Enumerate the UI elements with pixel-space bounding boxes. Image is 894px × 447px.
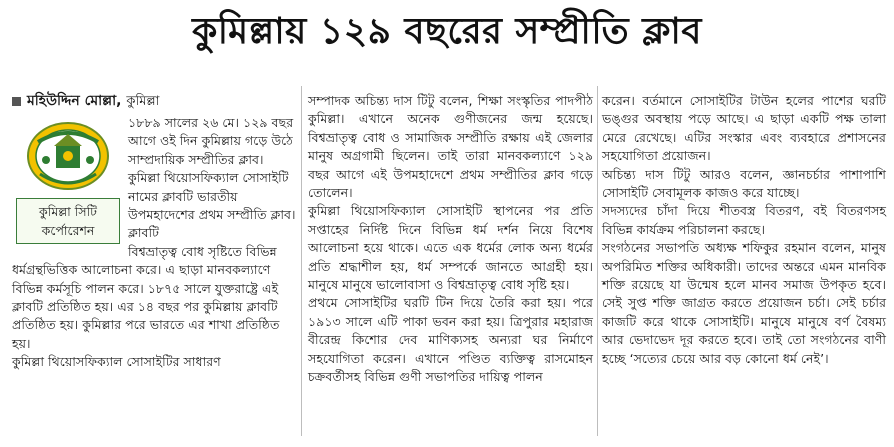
col3-paragraph-4: সংগঠনের সভাপতি অধ্যক্ষ শফিকুর রহমান বলেন, মানুষ অপরিমিত শক্তির অধিকারী। তাদের অন্তরে এমন মানবিক শক্তি রয়েছে যা উন্মেষ হলে মানব সমাজ উপকৃত হবে। সেই সুপ্ত শক্তি জাগ্রত করতে প্রয়োজন চর্চা। সেই চর্চার কাজটি করে থাকে সোসাইটি। মানুষে মানুষে বর্ণ বৈষম্য আর ভেদাভেদ দূর করতে হবে। তাই তো সংগঠনের বাণী হচ্ছে ‘সত্যের চেয়ে আর বড় কোনো ধর্ম নেই’।	[602, 240, 886, 366]
col3-paragraph-1: করেন। বর্তমানে সোসাইটির টাউন হলের পাশের ঘরটি ভঙ্গুর অবস্থায় পড়ে আছে। এ ছাড়া একটি পক্ষ তালা মেরে রেখেছে। এটির সংস্কার এবং ব্যবহারে প্রশাসনের সহযোগিতা প্রয়োজন।	[602, 93, 886, 164]
col2-paragraph-1: সম্পাদক অচিন্ত্য দাস টিটু বলেন, শিক্ষা সংস্কৃতির পাদপীঠ কুমিল্লা। এখানে অনেক গুণীজনের জন্ম হয়েছে। বিশ্বভ্রাতৃত্ব বোধ ও সামাজিক সম্প্রীতি রক্ষায় এই জেলার মানুষ অগ্রগামী ছিলেন। তাই তারা মানবকল্যাণে ১২৯ বছর আগে এই উপমহাদেশে প্রথম সম্প্রীতির ক্লাব গড়ে তোলেন।	[308, 93, 593, 201]
col2-paragraph-2: কুমিল্লা থিয়োসফিক্যাল সোসাইটি স্থাপনের পর প্রতি সপ্তাহের নির্দিষ্ট দিনে বিভিন্ন ধর্ম দর্শন নিয়ে বিশেষ আলোচনা হয়ে থাকে। এতে এক ধর্মের লোক অন্য ধর্মের প্রতি শ্রদ্ধাশীল হয়, ধর্ম সম্পর্কে জানতে আগ্রহী হয়। মানুষে মানুষে ভালোবাসা ও বিশ্বভ্রাতৃত্ব বোধ সৃষ্টি হয়।	[308, 203, 593, 293]
col1-paragraph: বিশ্বভ্রাতৃত্ব বোধ সৃষ্টিতে বিভিন্ন ধর্মগ্রন্থভিত্তিক আলোচনা করে। এ ছাড়া মানবকল্যাণে বিভিন্ন কর্মসূচি পালন করে। ১৮৭৫ সালে যুক্তরাষ্ট্রে এই ক্লাবটি প্রতিষ্ঠিত হয়। এর ১৪ বছর পর কুমিল্লায় ক্লাবটি প্রতিষ্ঠিত হয়। কুমিল্লার পরে ভারতে এর শাখা প্রতিষ্ঠিত হয়।	[12, 243, 280, 351]
headline: কুমিল্লায় ১২৯ বছরের সম্প্রীতি ক্লাব	[192, 11, 702, 52]
logo-box	[16, 120, 120, 244]
column-divider	[597, 86, 598, 436]
column-3	[602, 92, 886, 368]
byline-author: মহিউদ্দিন মোল্লা	[27, 93, 117, 109]
byline-square-icon	[12, 97, 21, 106]
column-divider	[301, 86, 302, 436]
byline-place: কুমিল্লা	[126, 94, 160, 109]
col3-paragraph-3: সদস্যদের চাঁদা দিয়ে শীতবস্ত্র বিতরণ, বই বিতরণসহ বিভিন্ন কার্যক্রম পরিচালনা করছে।	[602, 203, 886, 237]
logo-label: কুমিল্লা সিটি কর্পোরেশন	[16, 198, 120, 244]
city-corporation-logo-icon	[20, 120, 116, 192]
column-2	[308, 92, 593, 387]
col2-paragraph-3: প্রথমে সোসাইটির ঘরটি টিন দিয়ে তৈরি করা হয়। পরে ১৯১৩ সালে এটি পাকা ভবন করা হয়। ত্রিপুরার মহারাজ বীরেন্দ্র কিশোর দেব মাণিক্যসহ অন্যরা ঘর নির্মাণে সহযোগিতা করেন। এখানে পণ্ডিত ব্যক্তিত্ব রাসমোহন চক্রবর্তীসহ বিভিন্ন গুণী সভাপতির দায়িত্ব পালন	[308, 295, 593, 385]
col3-paragraph-2: অচিন্ত্য দাস টিটু আরও বলেন, জ্ঞানচর্চার পাশাপাশি সোসাইটি সেবামূলক কাজও করে যাচ্ছে।	[602, 166, 886, 201]
intro-text: ১৮৮৯ সালের ২৬ মে। ১২৯ বছর আগে ওই দিন কুমিল্লায় গড়ে উঠে সাম্প্রদায়িক সম্প্রীতির ক্লাব। কুমিল্লা থিয়োসফিক্যাল সোসাইটি নামের ক্লাবটি ভারতীয় উপমহাদেশের প্রথম সম্প্রীতি ক্লাব। ক্লাবটি	[128, 115, 296, 241]
col1-tail: কুমিল্লা থিয়োসফিক্যাল সোসাইটির সাধারণ	[12, 354, 221, 370]
byline: মহিউদ্দিন মোল্লা, কুমিল্লা	[12, 90, 296, 114]
column-1	[12, 78, 296, 372]
